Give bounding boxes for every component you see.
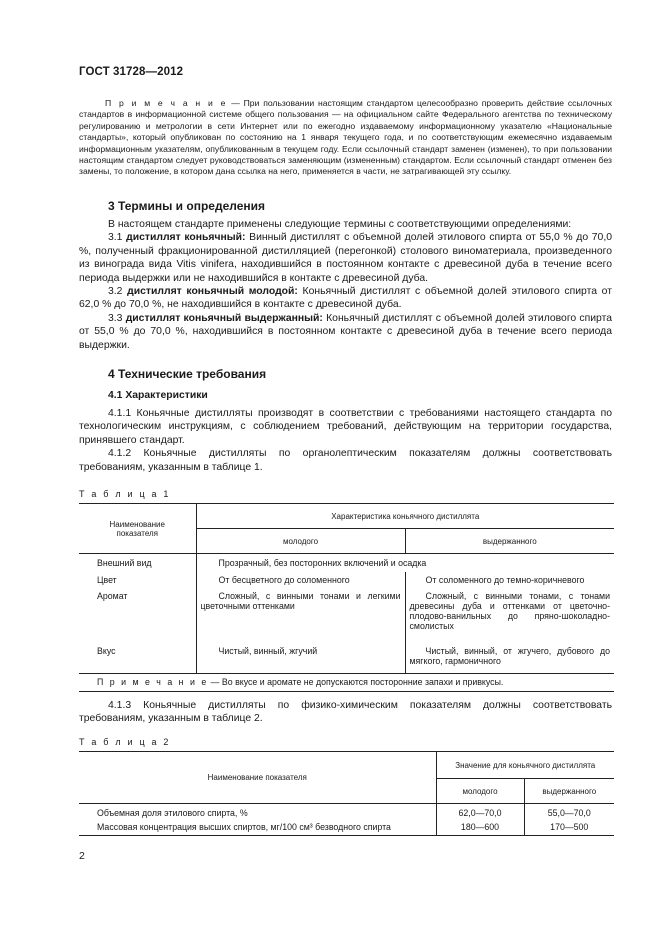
page-number: 2	[79, 850, 85, 862]
table-1-col-young: молодого	[196, 529, 405, 554]
section-4-1-body	[79, 407, 612, 474]
table-row: Внешний вид Прозрачный, без посторонних включений и осадка	[79, 554, 614, 573]
term-3-2-definition: Коньячный дистиллят с объемной долей этилового спирта от 62,0 % до 70,0 %, не находившийся в контакте с древесиной дуба.	[79, 286, 612, 311]
term-3-3-name: дистиллят коньячный выдержанный:	[125, 312, 323, 324]
term-3-3: 3.3 дистиллят коньячный выдержанный: Коньячный дистиллят с объемной долей этилового спирта от 55,0 % до 70,0 %, находившийся в постоянном контакте с древесиной дуба в течение всего периода выдержки.	[79, 312, 613, 351]
section-3-title: 3 Термины и определения	[108, 199, 266, 213]
table-1-col-group: Характеристика коньячного дистиллята	[196, 504, 614, 529]
table-row: Аромат Сложный, с винными тонами и легкими цветочными оттенками Сложный, с винными тонами, с тонами древесины дуба и оттенками от цветочно-плодово-ванильных до пряно-шоколадно-смолистых	[79, 588, 614, 643]
table-1-caption: Т а б л и ц а 1	[79, 489, 171, 499]
term-3-2-name: дистиллят коньячный молодой:	[127, 286, 298, 298]
table-2-col-group: Значение для коньячного дистиллята	[436, 752, 614, 779]
table-row: Вкус Чистый, винный, жгучий Чистый, винный, от жгучего, дубового до мягкого, гармоничного	[79, 643, 614, 674]
term-3-3-definition: Коньячный дистиллят с объемной долей этилового спирта от 55,0 % до 70,0 %, находившийся в постоянном контакте с древесиной дуба в течение всего периода выдержки.	[79, 312, 613, 351]
table-1	[79, 503, 614, 692]
table-2-col-name: Наименование показателя	[79, 752, 436, 804]
table-2-col-aged: выдержанного	[524, 779, 614, 804]
term-3-2: 3.2 дистиллят коньячный молодой: Коньячный дистиллят с объемной долей этилового спирта от 62,0 % до 70,0 %, не находившийся в контакте с древесиной дуба.	[79, 286, 612, 311]
document-header: ГОСТ 31728—2012	[79, 66, 184, 78]
section-3-intro: В настоящем стандарте применены следующие термины с соответствующими определениями:	[108, 219, 572, 230]
term-3-1-definition: Винный дистиллят с объемной долей этилового спирта от 55,0 % до 70,0 %, полученный фракционированной дистилляцией (перегонкой) столового виноматериала, произведенного из винограда вида Vitis vinifera, находившийся в постоянном контакте с древесиной дуба в течение всего периода выдержки или не находившийся в контакте с древесиной дуба.	[79, 232, 612, 284]
table-1-col-aged: выдержанного	[405, 529, 614, 554]
table-1-note: П р и м е ч а н и е — Во вкусе и аромате не допускаются посторонние запахи и привкусы.	[97, 677, 504, 687]
para-4-1-3: 4.1.3 Коньячные дистилляты по физико-химическим показателям должны соответствовать требованиям, указанным в таблице 2.	[79, 700, 612, 725]
table-2-col-young: молодого	[436, 779, 524, 804]
table-row: Объемная доля этилового спирта, % 62,0—70,0 55,0—70,0	[79, 804, 614, 821]
reference-note	[79, 98, 612, 178]
table-row: Массовая концентрация высших спиртов, мг/100 см³ безводного спирта 180—600 170—500	[79, 820, 614, 836]
table-2	[79, 751, 614, 836]
para-4-1-1: 4.1.1 Коньячные дистилляты производят в соответствии с требованиями настоящего стандарта по технологическим инструкциям, с соблюдением требований, действующим на территории государства, принявшего стандарт.	[79, 408, 612, 446]
section-4-1-title: 4.1 Характеристики	[108, 390, 208, 401]
para-4-1-2: 4.1.2 Коньячные дистилляты по органолептическим показателям должны соответствовать требованиям, указанным в таблице 1.	[79, 448, 612, 473]
table-1-col-name: Наименование показателя	[79, 504, 196, 554]
table-row: Цвет От бесцветного до соломенного От соломенного до темно-коричневого	[79, 572, 614, 588]
table-2-caption: Т а б л и ц а 2	[79, 737, 171, 747]
term-3-1: 3.1 дистиллят коньячный: Винный дистиллят с объемной долей этилового спирта от 55,0 % до 70,0 %, полученный фракционированной дистилляцией (перегонкой) столового виноматериала, произведенного из винограда вида Vitis vinifera, находившийся в постоянном контакте с древесиной дуба в течение всего периода выдержки или не находившийся в контакте с древесиной дуба.	[79, 232, 612, 284]
section-4-title: 4 Технические требования	[108, 367, 267, 381]
note-text: — При пользовании настоящим стандартом целесообразно проверить действие ссылочных стандартов в информационной системе общего пользования — на официальном сайте Федерального агентства по техническому регулированию и метрологии в сети Интернет или по ежегодно издаваемому информационному указателю «Национальные стандарты», который опубликован по состоянию на 1 января текущего года, и по соответствующим ежемесячно издаваемым информационным указателям, опубликованным в текущем году. Если ссылочный стандарт заменен (изменен), то при пользовании настоящим стандартом следует руководствоваться заменяющим (измененным) стандартом. Если ссылочный стандарт отменен без замены, то положение, в котором дана ссылка на него, применяется в части, не затрагивающей эту ссылку.	[79, 98, 613, 177]
note-label: П р и м е ч а н и е	[105, 98, 228, 108]
term-3-1-name: дистиллят коньячный:	[126, 232, 246, 244]
section-3-body	[79, 218, 612, 352]
